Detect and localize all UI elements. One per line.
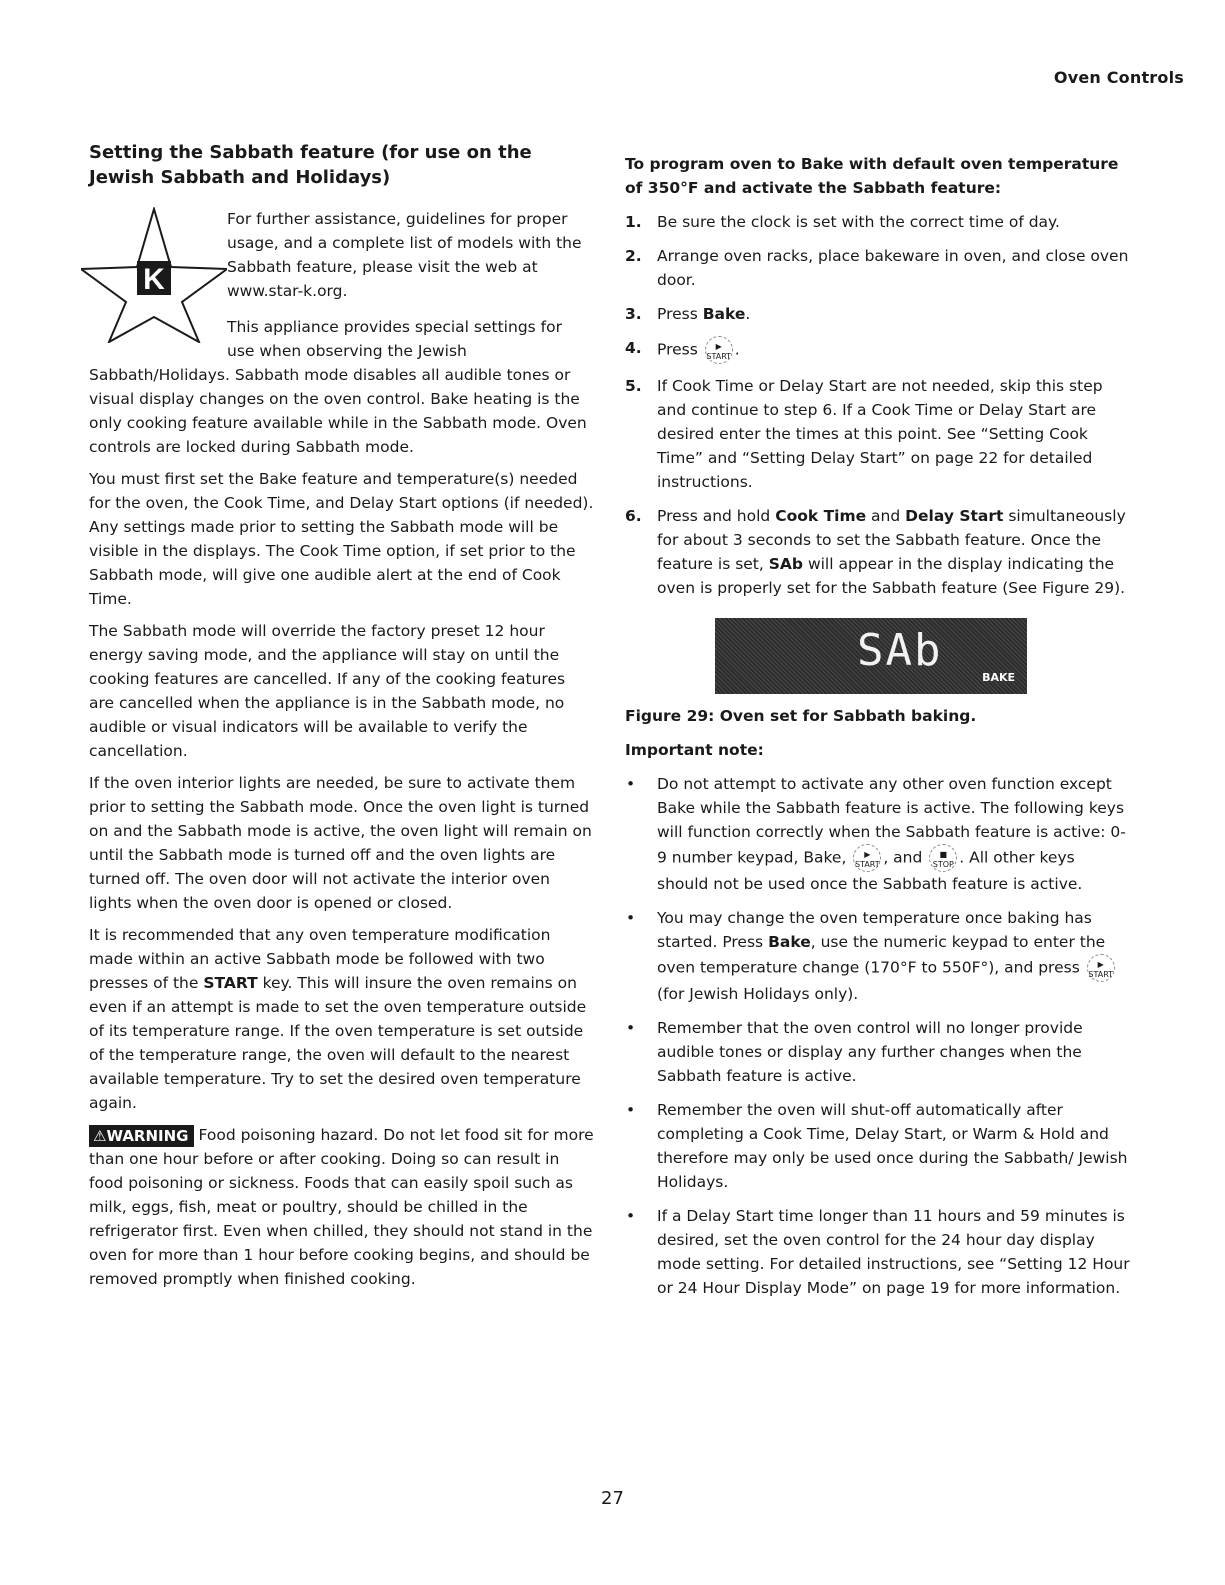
section-header: Oven Controls <box>1053 68 1184 87</box>
intro-paragraph: For further assistance, guidelines for proper usage, and a complete list of models with the Sabbath feature, please visit the web at www.star-k.org. <box>227 210 582 300</box>
star-icon <box>81 207 227 343</box>
warning-triangle-icon: ⚠ <box>93 1126 107 1145</box>
note-item: • If a Delay Start time longer than 11 hours and 59 minutes is desired, set the oven control for the 24 hour day display mode setting. For detailed instructions, see “Setting 12 Hour or 24 Hour Display Mode” on page 19 for more information. <box>626 1207 1130 1297</box>
figure-caption: Figure 29: Oven set for Sabbath baking. <box>625 707 977 725</box>
svg-text:K: K <box>143 263 165 296</box>
start-key-icon: ▶ START <box>705 336 733 364</box>
paragraph-1: This appliance provides special settings for use when observing the Jewish Sabbath/Holidays. Sabbath mode disables all audible tones or visual display changes on the oven control. Bake heating is the only cooking feature available while in the Sabbath mode. Oven controls are locked during Sabbath mode. <box>89 318 587 456</box>
note-item: • Remember that the oven control will no longer provide audible tones or display any further changes when the Sabbath feature is active. <box>626 1019 1083 1085</box>
step-list <box>625 210 1130 600</box>
note-list <box>625 772 1130 1300</box>
warning-paragraph: ⚠WARNING Food poisoning hazard. Do not let food sit for more than one hour before or after cooking. Doing so can result in food poisoning or sickness. Foods that can easily spoil such as milk, eggs, fish, meat or poultry, should be chilled in the refrigerator first. Even when chilled, they should not stand in the oven for more than 1 hour before cooking begins, and should be removed promptly when finished cooking. <box>89 1126 594 1288</box>
right-column <box>625 152 1130 1310</box>
start-key-icon: ▶ START <box>853 844 881 872</box>
note-item: • You may change the oven temperature once baking has started. Press Bake, use the numeric keypad to enter the oven temperature change (170°F to 550F°), and press ▶ START (for Jewish Holidays only). <box>626 909 1114 1003</box>
step-4: 4. Press ▶ START . <box>625 336 1130 364</box>
paragraph-3: The Sabbath mode will override the factory preset 12 hour energy saving mode, and the appliance will stay on until the cooking features are cancelled. If any of the cooking features are cancelled when the appliance is in the Sabbath mode, no audible or visual indicators will be available to verify the cancellation. <box>89 622 566 760</box>
page-number: 27 <box>601 1488 624 1509</box>
important-note-heading: Important note: <box>625 741 764 759</box>
procedure-title: To program oven to Bake with default oven temperature of 350°F and activate the Sabbath feature: <box>625 155 1119 197</box>
note-item: • Remember the oven will shut-off automatically after completing a Cook Time, Delay Start, or Warm & Hold and therefore may only be used once during the Sabbath/ Jewish Holidays. <box>626 1101 1128 1191</box>
paragraph-2: You must first set the Bake feature and temperature(s) needed for the oven, the Cook Time, and Delay Start options (if needed). Any settings made prior to setting the Sabbath mode will be visible in the displays. The Cook Time option, if set prior to the Sabbath mode, will give one audible alert at the end of Cook Time. <box>89 470 594 608</box>
display-bake-label: BAKE <box>982 671 1015 684</box>
display-readout: SAb <box>857 625 943 676</box>
star-k-logo <box>81 207 227 343</box>
stop-key-icon: ■ STOP <box>929 844 957 872</box>
paragraph-4: If the oven interior lights are needed, be sure to activate them prior to setting the Sabbath mode. Once the oven light is turned on and the Sabbath mode is active, the oven light will remain on until the Sabbath mode is turned off and the oven lights are turned off. The oven door will not activate the interior oven lights when the oven door is opened or closed. <box>89 774 592 912</box>
paragraph-5: It is recommended that any oven temperature modification made within an active Sabbath mode be followed with two presses of the START key. This will insure the oven remains on even if an attempt is made to set the oven temperature outside of its temperature range. If the oven temperature is set outside of the temperature range, the oven will default to the nearest available temperature. Try to set the desired oven temperature again. <box>89 926 587 1112</box>
section-title: Setting the Sabbath feature (for use on the Jewish Sabbath and Holidays) <box>89 142 532 188</box>
warning-badge: ⚠WARNING <box>89 1125 194 1147</box>
step-2: 2. Arrange oven racks, place bakeware in oven, and close oven door. <box>625 247 1129 289</box>
left-column <box>89 140 594 1299</box>
step-1: 1. Be sure the clock is set with the correct time of day. <box>625 213 1060 231</box>
step-6: 6. Press and hold Cook Time and Delay Start simultaneously for about 3 seconds to set the Sabbath feature. Once the feature is set, SAb will appear in the display indicating the oven is properly set for the Sabbath feature (See Figure 29). <box>625 507 1126 597</box>
step-5: 5. If Cook Time or Delay Start are not needed, skip this step and continue to step 6. If a Cook Time or Delay Start are desired enter the times at this point. See “Setting Cook Time” and “Setting Delay Start” on page 22 for detailed instructions. <box>625 377 1103 491</box>
note-item: • Do not attempt to activate any other oven function except Bake while the Sabbath feature is active. The following keys will function correctly when the Sabbath feature is active: 0-9 number keypad, Bake, ▶ START , and ■ STOP . All other keys should not be used once the Sabbath feature is active. <box>626 775 1126 893</box>
step-3: 3. Press Bake. <box>625 305 751 323</box>
start-key-icon: ▶ START <box>1087 954 1115 982</box>
oven-display-figure <box>715 618 1027 694</box>
